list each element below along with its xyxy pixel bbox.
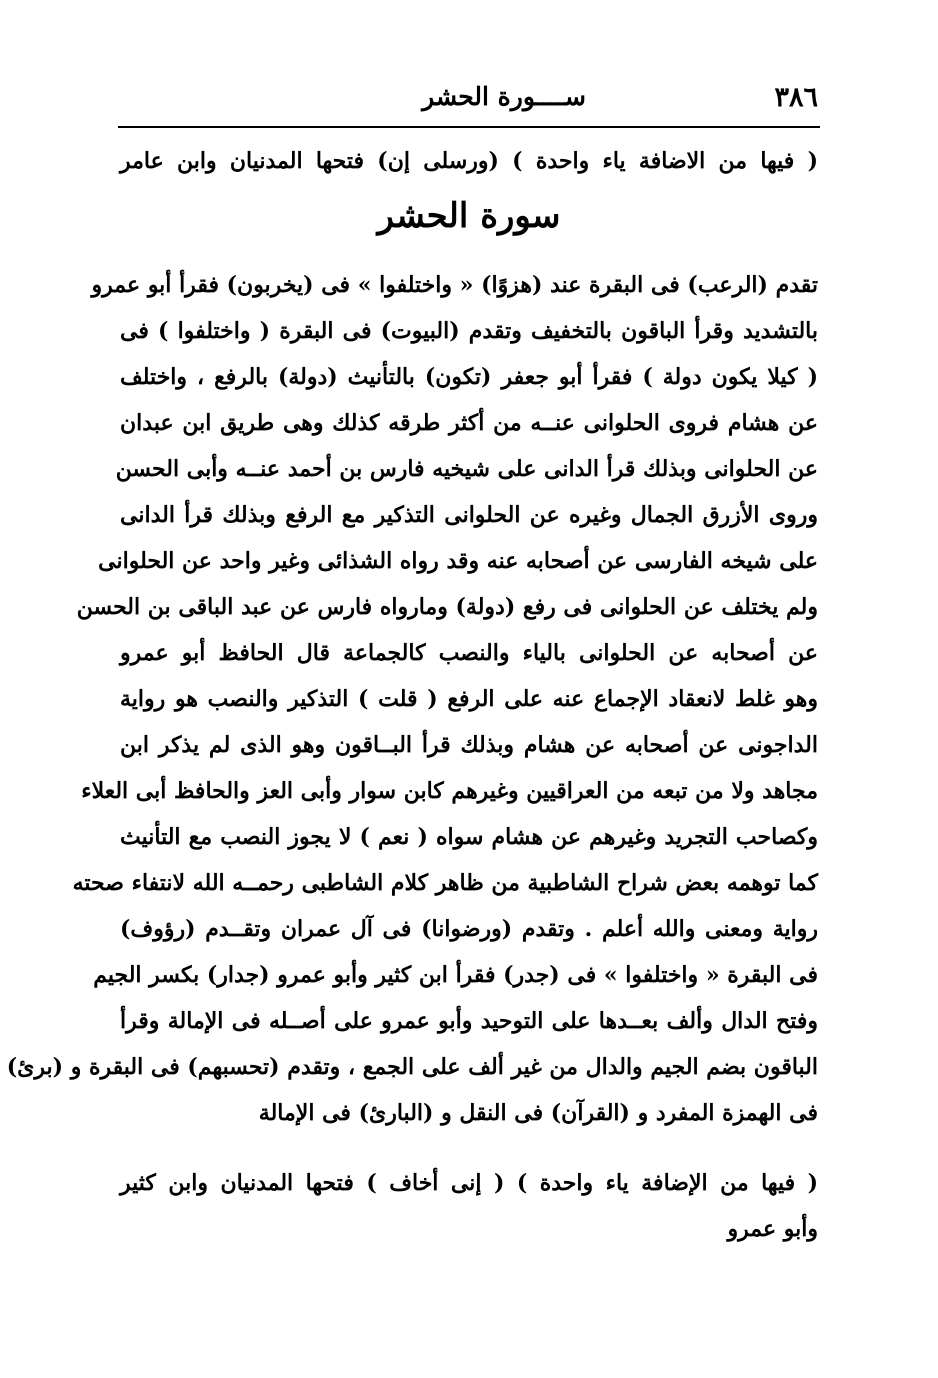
body-line: فى الهمزة المفرد و (القرآن) فى النقل و (البارئ) فى الإمالة xyxy=(258,1100,818,1126)
body-line: ( كيلا يكون دولة ) فقرأ أبو جعفر (تكون) بالتأنيث (دولة) بالرفع ، واختلف xyxy=(120,364,818,390)
body-line: الداجونى عن أصحابه عن هشام وبذلك قرأ البــاقون وهو الذى لم يذكر ابن xyxy=(120,732,818,758)
surah-title: سورة الحشر xyxy=(377,196,561,236)
closing-text xyxy=(120,1160,818,1252)
body-line: وكصاحب التجريد وغيرهم عن هشام سواه ( نعم ) لا يجوز النصب مع التأنيث xyxy=(120,824,818,850)
page-number: ٣٨٦ xyxy=(774,82,818,113)
body-line: كما توهمه بعض شراح الشاطبية من ظاهر كلام الشاطبى رحمــه الله لانتفاء صحته xyxy=(72,870,818,896)
body-line: وفتح الدال وألف بعــدها على التوحيد وأبو عمرو على أصــله فى الإمالة وقرأ xyxy=(120,1008,818,1034)
running-header xyxy=(118,78,818,122)
body-line: رواية ومعنى والله أعلم . وتقدم (ورضوانا) فى آل عمران وتقــدم (رؤوف) xyxy=(120,916,818,942)
body-line: مجاهد ولا من تبعه من العراقيين وغيرهم كابن سوار وأبى العز والحافظ أبى العلاء xyxy=(81,778,818,804)
closing-line: وأبو عمرو xyxy=(727,1216,818,1242)
body-line: فى البقرة « واختلفوا » فى (جدر) فقرأ ابن كثير وأبو عمرو (جدار) بكسر الجيم xyxy=(93,962,818,988)
closing-line: ( فيها من الإضافة ياء واحدة ) ( إنى أخاف ) فتحها المدنيان وابن كثير xyxy=(120,1170,818,1196)
body-line: بالتشديد وقرأ الباقون بالتخفيف وتقدم (البيوت) فى البقرة ( واختلفوا ) فى xyxy=(120,318,818,344)
body-line: عن أصحابه عن الحلوانى بالياء والنصب كالجماعة قال الحافظ أبو عمرو xyxy=(120,640,818,666)
body-line: عن الحلوانى وبذلك قرأ الدانى على شيخيه فارس بن أحمد عنــه وأبى الحسن xyxy=(115,456,818,482)
body-line: وروى الأزرق الجمال وغيره عن الحلوانى التذكير مع الرفع وبذلك قرأ الدانى xyxy=(120,502,818,528)
header-rule xyxy=(118,126,820,128)
body-line: تقدم (الرعب) فى البقرة عند (هزوًا) « واختلفوا » فى (يخربون) فقرأ أبو عمرو xyxy=(91,272,818,298)
body-text xyxy=(6,262,818,1142)
opening-line-block xyxy=(120,138,818,184)
body-line: عن هشام فروى الحلوانى عنــه من أكثر طرقه كذلك وهى طريق ابن عبدان xyxy=(120,410,818,436)
body-line: الباقون بضم الجيم والدال من غير ألف على الجمع ، وتقدم (تحسبهم) فى البقرة و (برئ) xyxy=(6,1054,818,1080)
running-title: ســــورة الحشر xyxy=(422,82,586,111)
body-line: وهو غلط لانعقاد الإجماع عنه على الرفع ( قلت ) التذكير والنصب هو رواية xyxy=(120,686,818,712)
body-line: على شيخه الفارسى عن أصحابه عنه وقد رواه الشذائى وغير واحد عن الحلوانى xyxy=(98,548,818,574)
opening-line: ( فيها من الاضافة ياء واحدة ) (ورسلى إن) فتحها المدنيان وابن عامر xyxy=(120,148,818,174)
body-line: ولم يختلف عن الحلوانى فى رفع (دولة) ومارواه فارس عن عبد الباقى بن الحسن xyxy=(76,594,818,620)
